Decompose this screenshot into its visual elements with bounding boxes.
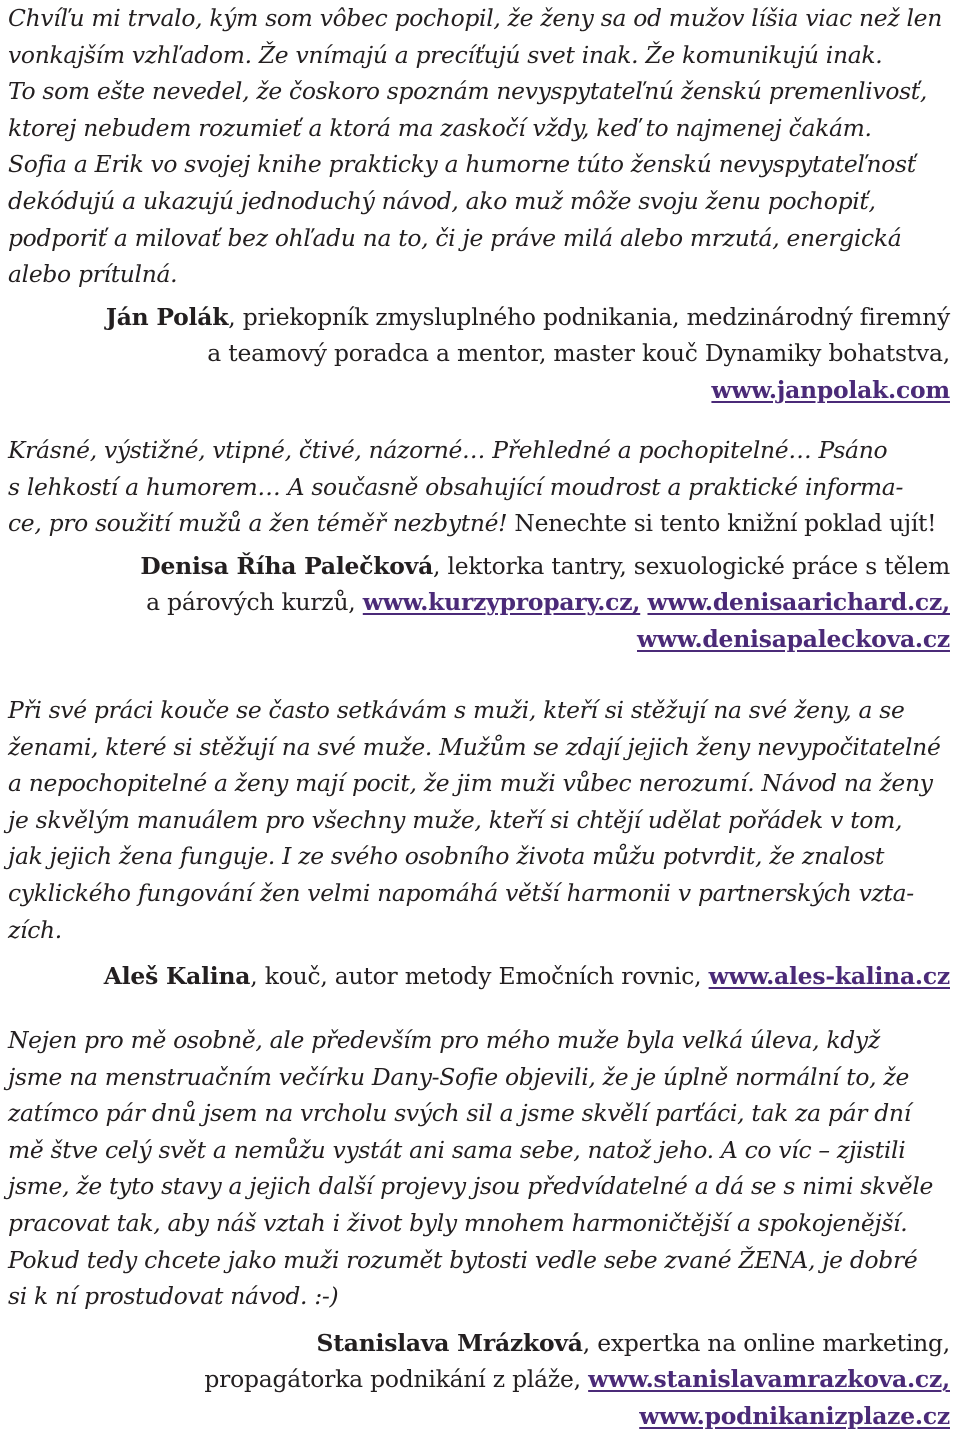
author-role-cont: a teamový poradca a mentor, master kouč Dynamiky bohatstva, <box>207 339 950 368</box>
quote-line: alebo prítulná. <box>8 260 178 289</box>
author-role: , kouč, autor metody Emočních rovnic, <box>250 962 709 991</box>
testimonial-4-attribution <box>8 1325 950 1435</box>
testimonial-2 <box>8 432 950 658</box>
author-role-cont: propagátorka podnikání z pláže, <box>204 1365 589 1394</box>
quote-line: cyklického fungování žen velmi napomáhá větší harmonii v partnerských vzta- <box>8 878 914 907</box>
quote-line: zatímco pár dnů jsem na vrcholu svých sil a jsme skvělí parťáci, tak za pár dní <box>8 1099 911 1128</box>
testimonial-4-quote <box>8 1022 950 1315</box>
quote-line: jsme na menstruačním večírku Dany-Sofie objevili, že je úplně normální to, že <box>8 1062 910 1091</box>
quote-line: a nepochopitelné a ženy mají pocit, že jim muži vůbec nerozumí. Návod na ženy <box>8 769 933 798</box>
quote-upright-tail: Nenechte si tento knižní poklad ujít! <box>514 509 937 538</box>
quote-line: ktorej nebudem rozumieť a ktorá ma zaskočí vždy, keď to najmenej čakám. <box>8 113 872 142</box>
author-role: , priekopník zmysluplného podnikania, medzinárodný firemný <box>228 302 950 331</box>
quote-line: jsme, že tyto stavy a jejich další projevy jsou předvídatelné a dá se s nimi skvěle <box>8 1172 934 1201</box>
quote-line: si k ní prostudovat návod. :-) <box>8 1282 339 1311</box>
author-name: Ján Polák <box>105 302 229 331</box>
testimonial-2-quote <box>8 432 950 542</box>
testimonial-1 <box>8 0 950 409</box>
quote-line: vonkajším vzhľadom. Že vnímajú a precíťujú svet inak. Že komunikujú inak. <box>8 40 883 69</box>
quote-line: Při své práci kouče se často setkávám s muži, kteří si stěžují na své ženy, a se <box>8 696 905 724</box>
quote-line: mě štve celý svět a nemůžu vystát ani sama sebe, natož jeho. A co víc – zjistili <box>8 1135 906 1164</box>
testimonial-3-quote <box>8 692 950 948</box>
author-website-link[interactable]: www.denisaarichard.cz, <box>647 588 950 617</box>
quote-line: zích. <box>8 915 62 944</box>
quote-line: Nejen pro mě osobně, ale především pro mého muže byla velká úleva, když <box>8 1026 880 1054</box>
author-role: , lektorka tantry, sexuologické práce s tělem <box>433 551 950 580</box>
quote-line: s lehkostí a humorem… A současně obsahující moudrost a praktické informa- <box>8 472 904 501</box>
author-name: Aleš Kalina <box>103 962 251 991</box>
testimonial-4 <box>8 1022 950 1435</box>
author-website-link[interactable]: www.janpolak.com <box>711 375 950 404</box>
quote-line: Sofia a Erik vo svojej knihe prakticky a humorne túto ženskú nevyspytateľnosť <box>8 150 916 179</box>
quote-line: ženami, které si stěžují na své muže. Mužům se zdají jejich ženy nevypočitatelné <box>8 732 941 761</box>
author-name: Denisa Říha Palečková <box>140 551 434 580</box>
quote-line: podporiť a milovať bez ohľadu na to, či je práve milá alebo mrzutá, energická <box>8 223 902 252</box>
testimonial-2-attribution <box>8 548 950 658</box>
author-name: Stanislava Mrázková <box>316 1328 583 1357</box>
author-website-link[interactable]: www.ales-kalina.cz <box>708 962 950 991</box>
quote-line: To som ešte nevedel, že čoskoro spoznám nevyspytateľnú ženskú premenlivosť, <box>8 77 928 106</box>
testimonial-3-attribution <box>8 958 950 995</box>
quote-line: pracovat tak, aby náš vztah i život byly mnohem harmoničtější a spokojenější. <box>8 1208 908 1237</box>
quote-line: Chvíľu mi trvalo, kým som vôbec pochopil, že ženy sa od mužov líšia viac než len <box>8 4 942 32</box>
quote-line: jak jejich žena funguje. I ze svého osobního života můžu potvrdit, že znalost <box>8 842 885 871</box>
testimonial-3 <box>8 692 950 995</box>
quote-line: Krásné, výstižné, vtipné, čtivé, názorné… Přehledné a pochopitelné… Psáno <box>8 436 888 464</box>
author-role-cont: a párových kurzů, <box>146 588 363 617</box>
author-website-link[interactable]: www.denisapaleckova.cz <box>637 624 950 653</box>
quote-line: ce, pro soužití mužů a žen téměř nezbytné! <box>8 509 515 538</box>
author-website-link[interactable]: www.stanislavamrazkova.cz, <box>588 1365 950 1394</box>
author-website-link[interactable]: www.kurzypropary.cz, <box>362 588 641 617</box>
author-website-link[interactable]: www.podnikanizplaze.cz <box>639 1401 950 1430</box>
testimonial-1-attribution <box>8 299 950 409</box>
quote-line: dekódujú a ukazujú jednoduchý návod, ako muž môže svoju ženu pochopiť, <box>8 186 876 215</box>
testimonial-1-quote <box>8 0 950 293</box>
quote-line: je skvělým manuálem pro všechny muže, kteří si chtějí udělat pořádek v tom, <box>8 805 903 834</box>
author-role: , expertka na online marketing, <box>582 1328 950 1357</box>
quote-line: Pokud tedy chcete jako muži rozumět bytosti vedle sebe zvané ŽENA, je dobré <box>8 1245 918 1274</box>
